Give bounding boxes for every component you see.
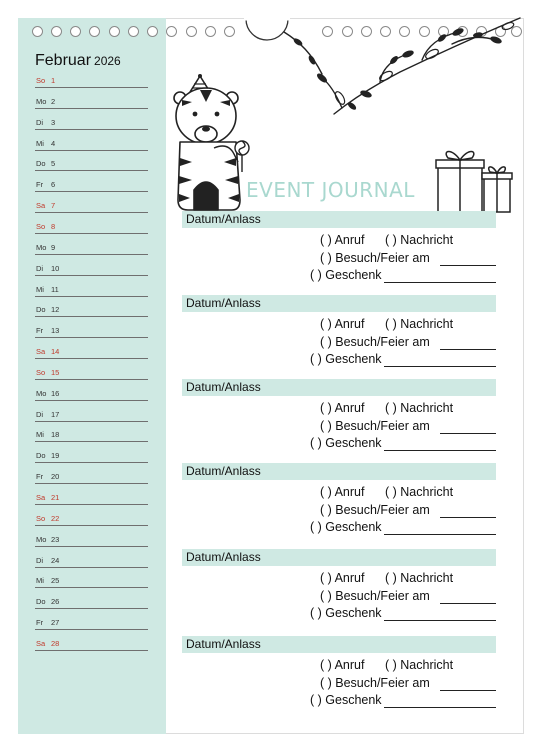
day-number: 7 xyxy=(51,201,56,211)
binding-ring xyxy=(186,26,197,37)
besuch-date-line[interactable] xyxy=(440,603,496,604)
anruf-option[interactable]: ( ) Anruf xyxy=(320,233,365,247)
weekday-label: So xyxy=(36,513,46,523)
day-row[interactable] xyxy=(35,68,148,88)
weekday-label: So xyxy=(36,221,46,231)
weekday-label: Do xyxy=(36,451,46,461)
besuch-option[interactable]: ( ) Besuch/Feier am xyxy=(320,419,430,433)
month-name: Februar xyxy=(35,52,92,69)
weekday-label: So xyxy=(36,367,46,377)
day-number: 2 xyxy=(51,96,56,106)
geschenk-option[interactable]: ( ) Geschenk xyxy=(310,352,382,366)
day-number: 28 xyxy=(51,638,60,648)
binding-ring xyxy=(32,26,43,37)
weekday-label: Mo xyxy=(36,388,47,398)
entry-header-bar xyxy=(182,463,496,480)
geschenk-line[interactable] xyxy=(384,366,496,367)
day-row[interactable] xyxy=(35,464,148,484)
besuch-option[interactable]: ( ) Besuch/Feier am xyxy=(320,589,430,603)
anruf-option[interactable]: ( ) Anruf xyxy=(320,571,365,585)
day-number: 22 xyxy=(51,513,60,523)
entry-label: Datum/Anlass xyxy=(186,380,261,394)
geschenk-line[interactable] xyxy=(384,450,496,451)
entry-label: Datum/Anlass xyxy=(186,637,261,651)
anruf-option[interactable]: ( ) Anruf xyxy=(320,401,365,415)
weekday-label: Di xyxy=(36,263,44,273)
day-row[interactable] xyxy=(35,443,148,463)
weekday-label: Di xyxy=(36,555,44,565)
nachricht-option[interactable]: ( ) Nachricht xyxy=(385,401,454,415)
day-number: 24 xyxy=(51,555,60,565)
nachricht-option[interactable]: ( ) Nachricht xyxy=(385,317,454,331)
besuch-date-line[interactable] xyxy=(440,517,496,518)
day-row[interactable] xyxy=(35,485,148,505)
day-row[interactable] xyxy=(35,568,148,588)
day-number: 17 xyxy=(51,409,60,419)
day-number: 13 xyxy=(51,326,60,336)
day-row[interactable] xyxy=(35,277,148,297)
anruf-option[interactable]: ( ) Anruf xyxy=(320,485,365,499)
besuch-date-line[interactable] xyxy=(440,690,496,691)
binding-ring xyxy=(51,26,62,37)
entry-header-bar xyxy=(182,636,496,653)
day-number: 15 xyxy=(51,367,60,377)
weekday-label: Do xyxy=(36,159,46,169)
day-row[interactable] xyxy=(35,256,148,276)
nachricht-option[interactable]: ( ) Nachricht xyxy=(385,233,454,247)
geschenk-line[interactable] xyxy=(384,707,496,708)
day-row[interactable] xyxy=(35,193,148,213)
anruf-option[interactable]: ( ) Anruf xyxy=(320,317,365,331)
weekday-label: Sa xyxy=(36,201,46,211)
geschenk-option[interactable]: ( ) Geschenk xyxy=(310,606,382,620)
day-number: 16 xyxy=(51,388,60,398)
geschenk-option[interactable]: ( ) Geschenk xyxy=(310,520,382,534)
day-row[interactable] xyxy=(35,235,148,255)
geschenk-line[interactable] xyxy=(384,282,496,283)
event-journal-title: EVENT JOURNAL xyxy=(246,178,415,202)
day-number: 8 xyxy=(51,221,56,231)
weekday-label: So xyxy=(36,76,46,85)
entry-label: Datum/Anlass xyxy=(186,212,261,226)
besuch-date-line[interactable] xyxy=(440,433,496,434)
tiger-illustration xyxy=(170,72,256,214)
weekday-label: Di xyxy=(36,409,44,419)
day-number: 20 xyxy=(51,472,60,482)
day-row[interactable] xyxy=(35,631,148,651)
month-year: 2026 xyxy=(94,54,121,68)
binding-ring xyxy=(109,26,120,37)
entry-label: Datum/Anlass xyxy=(186,464,261,478)
binding-ring xyxy=(224,26,235,37)
weekday-label: Mi xyxy=(36,284,44,294)
binding-ring xyxy=(89,26,100,37)
weekday-label: Do xyxy=(36,305,46,315)
geschenk-line[interactable] xyxy=(384,620,496,621)
day-row[interactable] xyxy=(35,360,148,380)
day-row[interactable] xyxy=(35,339,148,359)
geschenk-option[interactable]: ( ) Geschenk xyxy=(310,693,382,707)
day-row[interactable] xyxy=(35,589,148,609)
day-row[interactable] xyxy=(35,527,148,547)
day-number: 12 xyxy=(51,305,60,315)
day-row[interactable] xyxy=(35,610,148,630)
day-row[interactable] xyxy=(35,131,148,151)
day-row[interactable] xyxy=(35,506,148,526)
weekday-label: Di xyxy=(36,117,44,127)
besuch-option[interactable]: ( ) Besuch/Feier am xyxy=(320,335,430,349)
besuch-date-line[interactable] xyxy=(440,265,496,266)
day-row[interactable] xyxy=(35,548,148,568)
gift-boxes-icon xyxy=(434,144,518,216)
weekday-label: Fr xyxy=(36,472,44,482)
day-row[interactable] xyxy=(35,402,148,422)
day-number: 19 xyxy=(51,451,60,461)
geschenk-option[interactable]: ( ) Geschenk xyxy=(310,436,382,450)
binding-ring xyxy=(205,26,216,37)
day-number: 18 xyxy=(51,430,60,440)
weekday-label: Sa xyxy=(36,493,46,502)
entry-header-bar xyxy=(182,211,496,228)
day-number: 21 xyxy=(51,493,60,502)
day-number: 26 xyxy=(51,597,60,607)
day-number: 4 xyxy=(51,138,56,148)
day-row[interactable] xyxy=(35,151,148,171)
besuch-option[interactable]: ( ) Besuch/Feier am xyxy=(320,676,430,690)
anruf-option[interactable]: ( ) Anruf xyxy=(320,658,365,672)
day-number: 11 xyxy=(51,284,59,294)
weekday-label: Fr xyxy=(36,180,44,190)
day-row[interactable] xyxy=(35,172,148,192)
nachricht-option[interactable]: ( ) Nachricht xyxy=(385,485,454,499)
entry-label: Datum/Anlass xyxy=(186,550,261,564)
weekday-label: Sa xyxy=(36,638,46,648)
weekday-label: Fr xyxy=(36,326,44,336)
day-row[interactable] xyxy=(35,214,148,234)
day-number: 6 xyxy=(51,180,56,190)
geschenk-line[interactable] xyxy=(384,534,496,535)
binding-ring xyxy=(166,26,177,37)
weekday-label: Mi xyxy=(36,576,44,586)
weekday-label: Mi xyxy=(36,430,44,440)
day-number: 14 xyxy=(51,347,60,357)
day-row[interactable] xyxy=(35,110,148,130)
entry-label: Datum/Anlass xyxy=(186,296,261,310)
day-number: 23 xyxy=(51,534,60,544)
geschenk-option[interactable]: ( ) Geschenk xyxy=(310,268,382,282)
binding-ring xyxy=(147,26,158,37)
day-row[interactable] xyxy=(35,381,148,401)
nachricht-option[interactable]: ( ) Nachricht xyxy=(385,658,454,672)
day-row[interactable] xyxy=(35,422,148,442)
day-number: 25 xyxy=(51,576,60,586)
weekday-label: Fr xyxy=(36,618,44,628)
binding-ring xyxy=(128,26,139,37)
besuch-option[interactable]: ( ) Besuch/Feier am xyxy=(320,503,430,517)
weekday-label: Mo xyxy=(36,242,47,252)
weekday-label: Mi xyxy=(36,138,44,148)
weekday-label: Do xyxy=(36,597,46,607)
day-number: 9 xyxy=(51,242,56,252)
besuch-date-line[interactable] xyxy=(440,349,496,350)
entry-header-bar xyxy=(182,549,496,566)
weekday-label: Sa xyxy=(36,347,46,357)
day-number: 5 xyxy=(51,159,56,169)
nachricht-option[interactable]: ( ) Nachricht xyxy=(385,571,454,585)
entry-header-bar xyxy=(182,295,496,312)
day-number: 1 xyxy=(51,76,56,85)
weekday-label: Mo xyxy=(36,96,47,106)
weekday-label: Mo xyxy=(36,534,47,544)
day-row[interactable] xyxy=(35,297,148,317)
entry-header-bar xyxy=(182,379,496,396)
binding-ring xyxy=(70,26,81,37)
besuch-option[interactable]: ( ) Besuch/Feier am xyxy=(320,251,430,265)
day-number: 10 xyxy=(51,263,60,273)
day-row[interactable] xyxy=(35,318,148,338)
day-row[interactable] xyxy=(35,89,148,109)
day-number: 27 xyxy=(51,618,60,628)
leaf-branch-icon xyxy=(282,14,522,120)
day-number: 3 xyxy=(51,117,56,127)
